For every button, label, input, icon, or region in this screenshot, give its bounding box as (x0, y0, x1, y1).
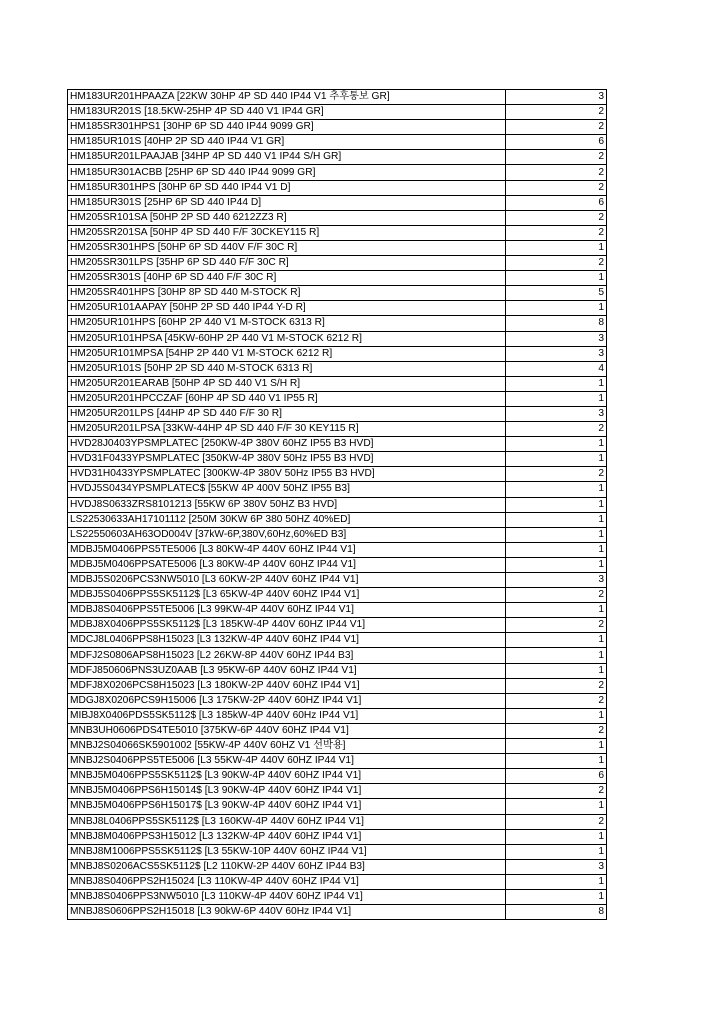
item-quantity-cell: 2 (506, 723, 607, 738)
table-row (68, 527, 607, 542)
item-description-cell: MNBJ8S0606PPS2H15018 [L3 90kW-6P 440V 60Hz IP44 V1] (68, 905, 506, 920)
item-quantity-cell: 3 (506, 406, 607, 421)
item-quantity-cell: 2 (506, 422, 607, 437)
item-quantity-cell: 1 (506, 497, 607, 512)
item-quantity-cell: 2 (506, 693, 607, 708)
item-quantity-cell: 1 (506, 271, 607, 286)
item-quantity-cell: 1 (506, 603, 607, 618)
item-quantity-cell: 1 (506, 391, 607, 406)
item-description-cell: MDBJ5S0206PCS3NW5010 [L3 60KW-2P 440V 60HZ IP44 V1] (68, 573, 506, 588)
item-quantity-cell: 6 (506, 135, 607, 150)
table-row (68, 663, 607, 678)
item-quantity-cell: 2 (506, 256, 607, 271)
item-quantity-cell: 1 (506, 437, 607, 452)
table-row (68, 723, 607, 738)
item-description-cell: MNBJ8M0406PPS3H15012 [L3 132KW-4P 440V 60HZ IP44 V1] (68, 829, 506, 844)
item-description-cell: MDCJ8L0406PPS8H15023 [L3 132KW-4P 440V 60HZ IP44 V1] (68, 633, 506, 648)
item-quantity-cell: 8 (506, 316, 607, 331)
table-row (68, 135, 607, 150)
item-description-cell: MNBJ8M1006PPS5SK5112$ [L3 55KW-10P 440V 60HZ IP44 V1] (68, 844, 506, 859)
table-row (68, 708, 607, 723)
item-description-cell: HM205UR101AAPAY [50HP 2P SD 440 IP44 Y-D R] (68, 301, 506, 316)
table-row (68, 603, 607, 618)
table-row (68, 829, 607, 844)
table-row (68, 497, 607, 512)
table-row (68, 648, 607, 663)
item-quantity-cell: 5 (506, 286, 607, 301)
item-description-cell: HM205UR101S [50HP 2P SD 440 M-STOCK 6313 R] (68, 361, 506, 376)
item-description-cell: HM205SR301LPS [35HP 6P SD 440 F/F 30C R] (68, 256, 506, 271)
item-description-cell: HVD28J0403YPSMPLATEC [250KW-4P 380V 60HZ IP55 B3 HVD] (68, 437, 506, 452)
item-quantity-cell: 6 (506, 769, 607, 784)
item-description-cell: LS22550603AH63OD004V [37kW-6P,380V,60Hz,60%ED B3] (68, 527, 506, 542)
table-row (68, 693, 607, 708)
item-description-cell: HM185UR301ACBB [25HP 6P SD 440 IP44 9099 GR] (68, 165, 506, 180)
table-row (68, 769, 607, 784)
item-quantity-cell: 1 (506, 527, 607, 542)
table-row (68, 150, 607, 165)
item-description-cell: MNBJ5M0406PPS6H15017$ [L3 90KW-4P 440V 60HZ IP44 V1] (68, 799, 506, 814)
table-row (68, 784, 607, 799)
table-row (68, 633, 607, 648)
item-quantity-cell: 2 (506, 120, 607, 135)
item-quantity-cell: 2 (506, 165, 607, 180)
table-row (68, 557, 607, 572)
item-quantity-cell: 3 (506, 859, 607, 874)
item-quantity-cell: 1 (506, 708, 607, 723)
table-row (68, 376, 607, 391)
table-row (68, 799, 607, 814)
item-quantity-cell: 1 (506, 512, 607, 527)
item-quantity-cell: 3 (506, 573, 607, 588)
item-quantity-cell: 1 (506, 482, 607, 497)
item-quantity-cell: 1 (506, 452, 607, 467)
item-quantity-cell: 1 (506, 739, 607, 754)
table-row (68, 225, 607, 240)
item-description-cell: MNB3UH0606PDS4TE5010 [375KW-6P 440V 60HZ IP44 V1] (68, 723, 506, 738)
item-quantity-cell: 1 (506, 376, 607, 391)
table-row (68, 165, 607, 180)
item-description-cell: MDFJ8X0206PCS8H15023 [L3 180KW-2P 440V 60HZ IP44 V1] (68, 678, 506, 693)
item-description-cell: MDBJ8S0406PPS5TE5006 [L3 99KW-4P 440V 60HZ IP44 V1] (68, 603, 506, 618)
item-description-cell: MNBJ2S04066SK5901002 [55KW-4P 440V 60HZ V1 선박용] (68, 739, 506, 754)
item-description-cell: HM205UR201EARAB [50HP 4P SD 440 V1 S/H R] (68, 376, 506, 391)
item-description-cell: HM205UR101HPS [60HP 2P 440 V1 M-STOCK 6313 R] (68, 316, 506, 331)
item-description-cell: MDBJ5S0406PPS5SK5112$ [L3 65KW-4P 440V 60HZ IP44 V1] (68, 588, 506, 603)
item-description-cell: MDFJ850606PNS3UZ0AAB [L3 95KW-6P 440V 60HZ IP44 V1] (68, 663, 506, 678)
table-row (68, 105, 607, 120)
item-quantity-cell: 2 (506, 588, 607, 603)
item-description-cell: HM183UR201S [18.5KW-25HP 4P SD 440 V1 IP44 GR] (68, 105, 506, 120)
item-quantity-cell: 1 (506, 874, 607, 889)
item-quantity-cell: 1 (506, 633, 607, 648)
item-description-cell: HM205UR101HPSA [45KW-60HP 2P 440 V1 M-STOCK 6212 R] (68, 331, 506, 346)
item-description-cell: HVD31H0433YPSMPLATEC [300KW-4P 380V 50Hz IP55 B3 HVD] (68, 467, 506, 482)
table-row (68, 271, 607, 286)
item-description-cell: HM205UR201HPCCZAF [60HP 4P SD 440 V1 IP55 R] (68, 391, 506, 406)
item-description-cell: MDFJ2S0806APS8H15023 [L2 26KW-8P 440V 60HZ IP44 B3] (68, 648, 506, 663)
table-row (68, 422, 607, 437)
item-description-cell: HM185SR301HPS1 [30HP 6P SD 440 IP44 9099 GR] (68, 120, 506, 135)
item-description-cell: HM205SR301HPS [50HP 6P SD 440V F/F 30C R] (68, 240, 506, 255)
item-description-cell: MNBJ8S0406PPS3NW5010 [L3 110KW-4P 440V 60HZ IP44 V1] (68, 889, 506, 904)
item-quantity-cell: 2 (506, 678, 607, 693)
item-description-cell: LS22530633AH17101112 [250M 30KW 6P 380 50HZ 40%ED] (68, 512, 506, 527)
item-description-cell: MIBJ8X0406PDS5SK5112$ [L3 185kW-4P 440V 60Hz IP44 V1] (68, 708, 506, 723)
item-description-cell: HVDJ8S0633ZRS8101213 [55KW 6P 380V 50HZ B3 HVD] (68, 497, 506, 512)
table-row (68, 346, 607, 361)
item-quantity-cell: 1 (506, 829, 607, 844)
item-description-cell: HM205SR401HPS [30HP 8P SD 440 M-STOCK R] (68, 286, 506, 301)
item-quantity-cell: 2 (506, 105, 607, 120)
table-row (68, 316, 607, 331)
table-row (68, 301, 607, 316)
item-quantity-cell: 3 (506, 90, 607, 105)
item-quantity-cell: 1 (506, 889, 607, 904)
table-row (68, 905, 607, 920)
item-description-cell: MNBJ5M0406PPS6H15014$ [L3 90KW-4P 440V 60HZ IP44 V1] (68, 784, 506, 799)
item-description-cell: HM205UR201LPSA [33KW-44HP 4P SD 440 F/F 30 KEY115 R] (68, 422, 506, 437)
item-quantity-cell: 1 (506, 799, 607, 814)
item-quantity-cell: 1 (506, 754, 607, 769)
item-description-cell: HVDJ5S0434YPSMPLATEC$ [55KW 4P 400V 50HZ IP55 B3] (68, 482, 506, 497)
item-quantity-cell: 3 (506, 331, 607, 346)
item-quantity-cell: 1 (506, 648, 607, 663)
table-row (68, 482, 607, 497)
item-quantity-cell: 2 (506, 150, 607, 165)
table-row (68, 573, 607, 588)
table-row (68, 467, 607, 482)
table-row (68, 814, 607, 829)
table-row (68, 844, 607, 859)
item-description-cell: MDGJ8X0206PCS9H15006 [L3 175KW-2P 440V 60HZ IP44 V1] (68, 693, 506, 708)
table-row (68, 452, 607, 467)
item-description-cell: HM205SR301S [40HP 6P SD 440 F/F 30C R] (68, 271, 506, 286)
table-row (68, 391, 607, 406)
table-row (68, 331, 607, 346)
table-row (68, 859, 607, 874)
table-row (68, 874, 607, 889)
item-description-cell: HM185UR201LPAAJAB [34HP 4P SD 440 V1 IP44 S/H GR] (68, 150, 506, 165)
item-description-cell: MDBJ5M0406PPS5TE5006 [L3 80KW-4P 440V 60HZ IP44 V1] (68, 542, 506, 557)
table-row (68, 180, 607, 195)
table-row (68, 542, 607, 557)
item-description-cell: MNBJ8S0406PPS2H15024 [L3 110KW-4P 440V 60HZ IP44 V1] (68, 874, 506, 889)
item-description-cell: MNBJ8S0206ACS5SK5112$ [L2 110KW-2P 440V 60HZ IP44 B3] (68, 859, 506, 874)
table-row (68, 618, 607, 633)
item-quantity-cell: 1 (506, 663, 607, 678)
item-description-cell: HM183UR201HPAAZA [22KW 30HP 4P SD 440 IP44 V1 추후통보 GR] (68, 90, 506, 105)
table-row (68, 754, 607, 769)
table-row (68, 889, 607, 904)
table-row (68, 437, 607, 452)
table-row (68, 406, 607, 421)
table-row (68, 120, 607, 135)
item-quantity-cell: 8 (506, 905, 607, 920)
table-row (68, 90, 607, 105)
table-row (68, 739, 607, 754)
table-row (68, 195, 607, 210)
table-row (68, 512, 607, 527)
item-description-cell: HM185UR301S [25HP 6P SD 440 IP44 D] (68, 195, 506, 210)
table-row (68, 240, 607, 255)
item-quantity-cell: 3 (506, 346, 607, 361)
item-quantity-cell: 1 (506, 542, 607, 557)
item-description-cell: HVD31F0433YPSMPLATEC [350KW-4P 380V 50Hz IP55 B3 HVD] (68, 452, 506, 467)
item-quantity-cell: 2 (506, 180, 607, 195)
item-quantity-cell: 2 (506, 618, 607, 633)
item-description-cell: HM185UR101S [40HP 2P SD 440 IP44 V1 GR] (68, 135, 506, 150)
table-row (68, 210, 607, 225)
table-row (68, 361, 607, 376)
item-description-cell: MNBJ5M0406PPS5SK5112$ [L3 90KW-4P 440V 60HZ IP44 V1] (68, 769, 506, 784)
table-row (68, 588, 607, 603)
item-description-cell: HM185UR301HPS [30HP 6P SD 440 IP44 V1 D] (68, 180, 506, 195)
item-description-cell: MDBJ5M0406PPSATE5006 [L3 80KW-4P 440V 60HZ IP44 V1] (68, 557, 506, 572)
item-description-cell: HM205UR201LPS [44HP 4P SD 440 F/F 30 R] (68, 406, 506, 421)
item-description-cell: MNBJ8L0406PPS5SK5112$ [L3 160KW-4P 440V 60HZ IP44 V1] (68, 814, 506, 829)
item-description-cell: HM205SR101SA [50HP 2P SD 440 6212ZZ3 R] (68, 210, 506, 225)
item-quantity-cell: 2 (506, 225, 607, 240)
item-description-cell: MNBJ2S0406PPS5TE5006 [L3 55KW-4P 440V 60HZ IP44 V1] (68, 754, 506, 769)
item-quantity-cell: 4 (506, 361, 607, 376)
inventory-table-body (68, 90, 607, 920)
item-quantity-cell: 1 (506, 557, 607, 572)
inventory-table (67, 89, 607, 920)
item-quantity-cell: 1 (506, 301, 607, 316)
item-quantity-cell: 2 (506, 814, 607, 829)
table-row (68, 678, 607, 693)
table-row (68, 256, 607, 271)
item-quantity-cell: 6 (506, 195, 607, 210)
table-row (68, 286, 607, 301)
item-quantity-cell: 1 (506, 844, 607, 859)
item-description-cell: HM205UR101MPSA [54HP 2P 440 V1 M-STOCK 6212 R] (68, 346, 506, 361)
item-quantity-cell: 1 (506, 240, 607, 255)
item-quantity-cell: 2 (506, 784, 607, 799)
item-quantity-cell: 2 (506, 467, 607, 482)
item-quantity-cell: 2 (506, 210, 607, 225)
item-description-cell: MDBJ8X0406PPS5SK5112$ [L3 185KW-4P 440V 60HZ IP44 V1] (68, 618, 506, 633)
item-description-cell: HM205SR201SA [50HP 4P SD 440 F/F 30CKEY115 R] (68, 225, 506, 240)
